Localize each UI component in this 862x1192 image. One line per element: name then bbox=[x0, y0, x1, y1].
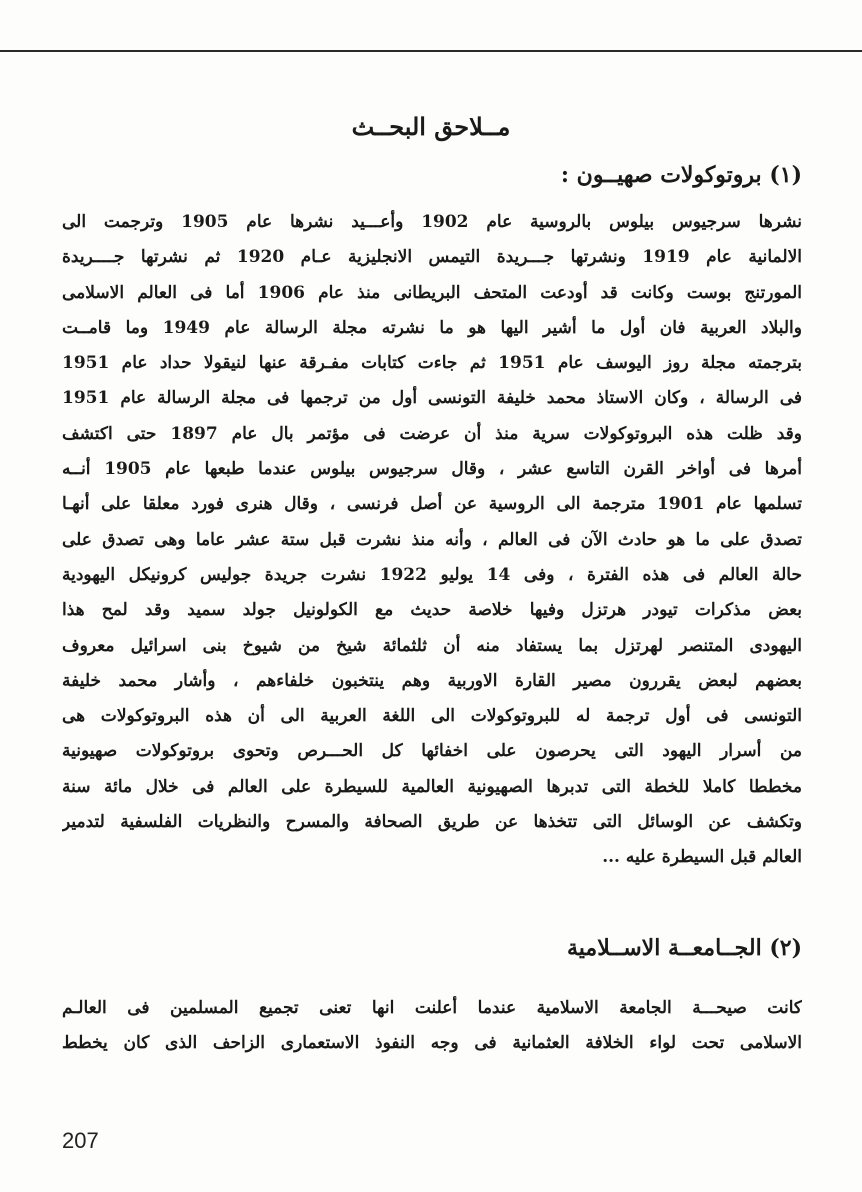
text-line: من أسرار اليهود التى يحرصون على اخفائها كل الحـــرص وتحوى بروتوكولات صهيونية bbox=[62, 741, 802, 762]
text-line: العالم قبل السيطرة عليه ... bbox=[602, 847, 802, 868]
text-line: المورتنج بوست وكانت قد أودعت المتحف البريطانى منذ عام 1906 أما فى العالم الاسلامى bbox=[62, 282, 802, 303]
text-line: وقد ظلت هذه البروتوكولات سرية منذ أن عرضت فى مؤتمر بال عام 1897 حتى اكتشف bbox=[62, 423, 802, 444]
text-line: بعض مذكرات تيودر هرتزل وفيها خلاصة حديث مع الكولونيل جولد سميد وقد لمح هذا bbox=[62, 600, 802, 621]
page-title: مــلاحق البحــث bbox=[351, 112, 511, 141]
top-divider bbox=[0, 50, 862, 52]
page-number: 207 bbox=[62, 1128, 99, 1153]
text-line: تسلمها عام 1901 مترجمة الى الروسية عن أصل فرنسى ، وقال هنرى فورد معلقا على أنهـا bbox=[62, 494, 802, 515]
text-line: التونسى فى أول ترجمة له للبروتوكولات الى اللغة العربية الى أن هذه البروتوكولات هى bbox=[62, 706, 802, 727]
text-line: كانت صيحـــة الجامعة الاسلامية عندما أعلنت انها تعنى تجميع المسلمين فى العالـم bbox=[62, 998, 802, 1018]
text-line: الاسلامى تحت لواء الخلافة العثمانية فى وجه النفوذ الاستعمارى الزاحف الذى كان يخطط bbox=[62, 1033, 802, 1054]
text-line: بترجمته مجلة روز اليوسف عام 1951 ثم جاءت كتابات مفـرقة عنها لنيقولا حداد عام 1951 bbox=[62, 353, 802, 374]
text-line: حالة العالم فى هذه الفترة ، وفى 14 يوليو 1922 نشرت جريدة جوليس كرونيكل اليهودية bbox=[62, 564, 802, 585]
text-line: نشرها سرجيوس بيلوس بالروسية عام 1902 وأعـــيد نشرها عام 1905 وترجمت الى bbox=[62, 212, 802, 232]
text-line: الالمانية عام 1919 ونشرتها جـــريدة التيمس الانجليزية عـام 1920 ثم نشرتها جــــريدة bbox=[62, 247, 802, 268]
text-line: وتكشف عن الوسائل التى تتخذها عن طريق الصحافة والمسرح والنظريات الفلسفية لتدمير bbox=[62, 812, 802, 833]
text-line: تصدق على ما هو حادث الآن فى العالم ، وأنه منذ نشرت قبل ستة عشر عاما وهى تصدق على bbox=[62, 529, 802, 550]
section-body-islamic-league bbox=[62, 991, 802, 1062]
section-heading-protocols: (١) بروتوكولات صهيــون : bbox=[560, 162, 802, 188]
text-line: اليهودى المتنصر لهرتزل بما يستفاد منه أن ثلثمائة شيخ من شيوخ بنى اسرائيل معروف bbox=[62, 635, 802, 656]
text-line: والبلاد العربية فان أول ما أشير اليها هو ما نشرته مجلة الرسالة عام 1949 وما قامــت bbox=[62, 317, 802, 338]
section-heading-islamic-league: (٢) الجــامعــة الاســلامية bbox=[567, 935, 802, 961]
text-line: فى الرسالة ، وكان الاستاذ محمد خليفة التونسى أول من ترجمها فى مجلة الرسالة عام 1951 bbox=[62, 388, 802, 409]
text-line: بعضهم لبعض يقررون مصير القارة الاوربية وهم ينتخبون خلفاءهم ، وأشار محمد خليفة bbox=[62, 670, 802, 691]
text-line: أمرها فى أواخر القرن التاسع عشر ، وقال سرجيوس بيلوس عندما طبعها عام 1905 أنــه bbox=[62, 459, 802, 480]
section-body-protocols bbox=[62, 205, 802, 876]
text-line: مخططا كاملا للخطة التى تدبرها الصهيونية العالمية للسيطرة على العالم فى خلال مائة سنة bbox=[62, 776, 802, 797]
